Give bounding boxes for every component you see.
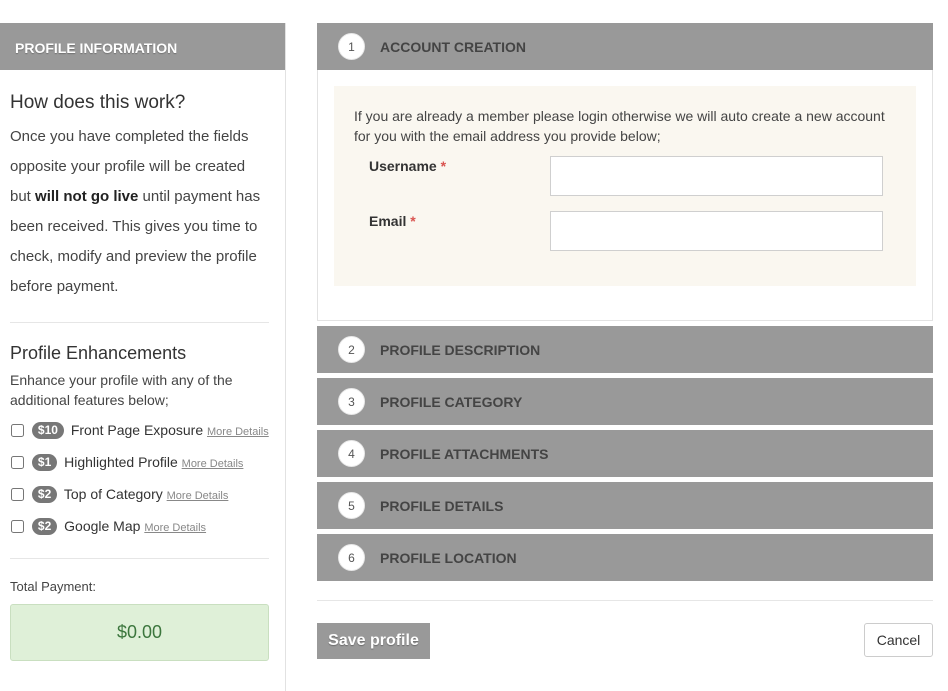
price-badge: $10 bbox=[32, 422, 64, 439]
step-label: PROFILE LOCATION bbox=[380, 549, 517, 566]
enhancement-checkbox-highlighted[interactable] bbox=[11, 456, 24, 469]
required-marker: * bbox=[440, 158, 447, 174]
total-payment-value: $0.00 bbox=[10, 604, 269, 661]
enhancement-checkbox-top-category[interactable] bbox=[11, 488, 24, 501]
account-intro: If you are already a member please login otherwise we will auto create a new account for you with the email address you provide below; bbox=[354, 108, 885, 144]
step-profile-description[interactable] bbox=[317, 326, 933, 373]
enhancement-label: Front Page Exposure bbox=[70, 422, 204, 438]
more-details-link[interactable]: More Details bbox=[207, 426, 269, 438]
divider bbox=[10, 558, 269, 559]
enhancement-label: Top of Category bbox=[63, 486, 163, 502]
enhancement-label: Highlighted Profile bbox=[64, 454, 178, 470]
step-number: 1 bbox=[338, 33, 365, 60]
enhancement-highlighted bbox=[10, 452, 269, 474]
email-label bbox=[369, 213, 416, 229]
enhancement-google-map bbox=[10, 516, 269, 538]
step-number: 3 bbox=[338, 388, 365, 415]
step-account-creation bbox=[317, 23, 933, 321]
enhancement-checkbox-front-page[interactable] bbox=[11, 424, 24, 437]
profile-info-sidebar bbox=[0, 23, 286, 691]
email-input[interactable] bbox=[550, 211, 883, 251]
step-body bbox=[317, 70, 933, 321]
how-text-part-2: until payment has been received. This gives you time to check, modify and preview the profile before payment. bbox=[10, 188, 261, 295]
step-number: 6 bbox=[338, 544, 365, 571]
total-payment-label: Total Payment: bbox=[10, 579, 96, 594]
how-title: How does this work? bbox=[10, 92, 186, 113]
enhancements-desc: Enhance your profile with any of the additional features below; bbox=[10, 372, 233, 408]
step-number: 2 bbox=[338, 336, 365, 363]
how-text bbox=[10, 122, 269, 302]
more-details-link[interactable]: More Details bbox=[181, 458, 244, 470]
enhancement-front-page bbox=[10, 420, 269, 442]
step-label: PROFILE ATTACHMENTS bbox=[380, 445, 549, 462]
divider bbox=[317, 600, 933, 601]
enhancements-title: Profile Enhancements bbox=[10, 343, 187, 363]
profile-form bbox=[317, 23, 933, 601]
how-text-emphasis: will not go live bbox=[35, 188, 139, 205]
step-label: ACCOUNT CREATION bbox=[380, 38, 526, 55]
sidebar-header: PROFILE INFORMATION bbox=[0, 23, 285, 70]
save-profile-button[interactable]: Save profile bbox=[317, 623, 430, 659]
step-label: PROFILE DETAILS bbox=[380, 497, 504, 514]
price-badge: $1 bbox=[32, 454, 57, 471]
step-profile-category[interactable] bbox=[317, 378, 933, 425]
required-marker: * bbox=[410, 213, 416, 229]
username-label-text: Username bbox=[369, 158, 437, 174]
more-details-link[interactable]: More Details bbox=[166, 490, 229, 502]
enhancement-label: Google Map bbox=[64, 518, 141, 534]
email-label-text: Email bbox=[369, 213, 407, 229]
step-profile-attachments[interactable] bbox=[317, 430, 933, 477]
step-header[interactable] bbox=[317, 23, 933, 70]
enhancement-checkbox-google-map[interactable] bbox=[11, 520, 24, 533]
step-number: 5 bbox=[338, 492, 365, 519]
step-profile-location[interactable] bbox=[317, 534, 933, 581]
sidebar-body bbox=[0, 92, 285, 661]
username-label bbox=[369, 158, 446, 174]
step-profile-details[interactable] bbox=[317, 482, 933, 529]
enhancement-top-category bbox=[10, 484, 269, 506]
step-label: PROFILE DESCRIPTION bbox=[380, 341, 541, 358]
divider bbox=[10, 322, 269, 323]
username-input[interactable] bbox=[550, 156, 883, 196]
price-badge: $2 bbox=[32, 486, 57, 503]
account-form bbox=[334, 86, 916, 286]
step-number: 4 bbox=[338, 440, 365, 467]
cancel-button[interactable]: Cancel bbox=[864, 623, 933, 657]
price-badge: $2 bbox=[32, 518, 57, 535]
how-text-part-1: Once you have completed the fields opposite your profile will be created but bbox=[10, 128, 249, 205]
more-details-link[interactable]: More Details bbox=[144, 522, 207, 534]
step-label: PROFILE CATEGORY bbox=[380, 393, 523, 410]
